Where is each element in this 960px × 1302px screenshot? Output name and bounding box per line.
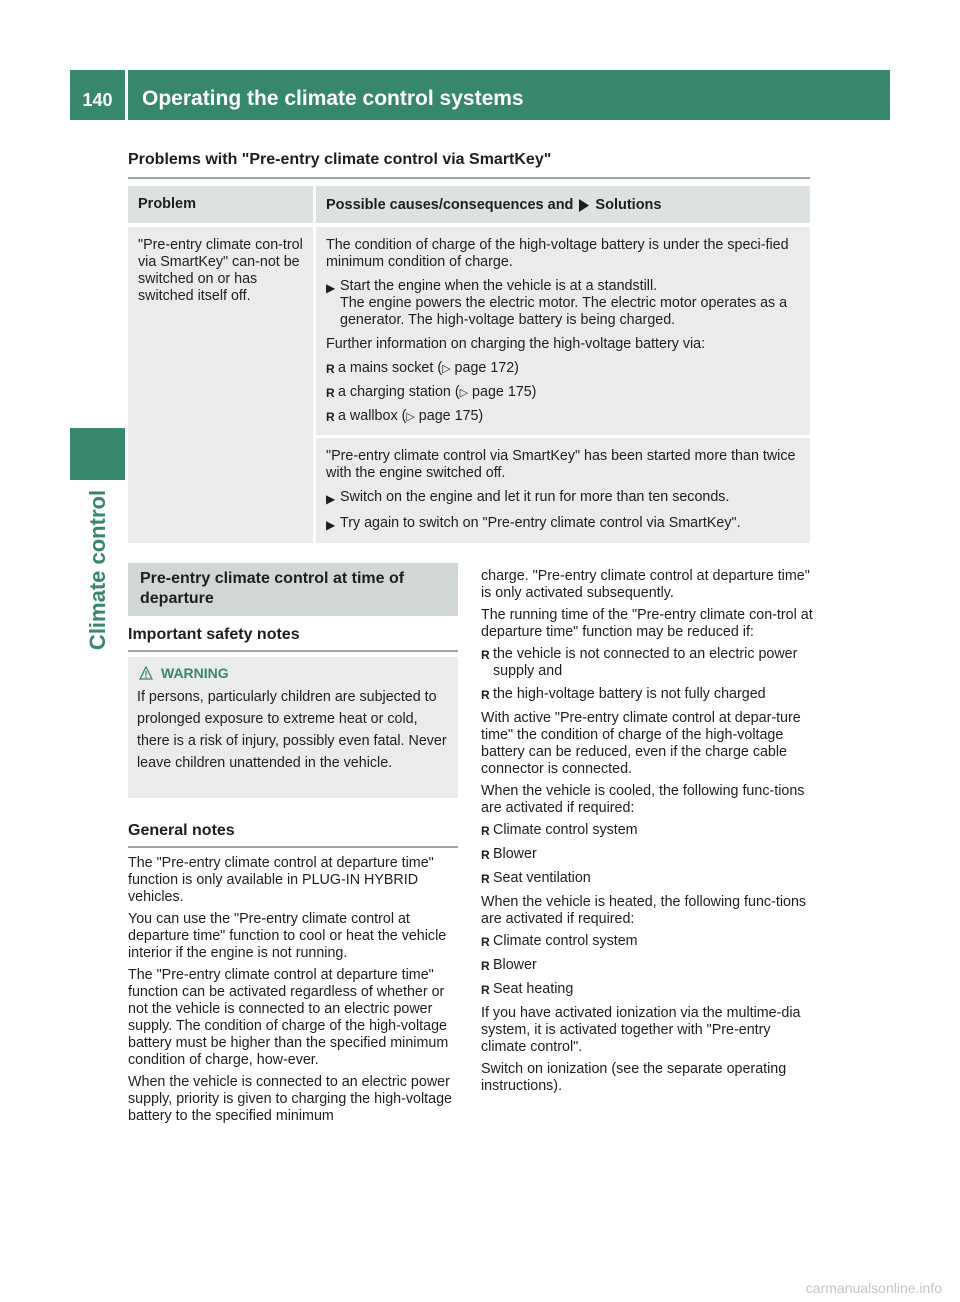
header-problem: Problem — [138, 196, 197, 212]
bullet-icon: R — [481, 959, 490, 973]
cause-cell-2 — [316, 438, 810, 543]
warning-label: WARNING — [161, 665, 229, 681]
watermark: carmanualsonline.info — [805, 1280, 942, 1296]
paragraph: When the vehicle is heated, the following func-tions are activated if required: — [481, 894, 807, 927]
section-divider — [128, 177, 810, 179]
header-solutions-label: Possible causes/consequences and — [326, 197, 574, 213]
section-banner: Pre-entry climate control at time of departure — [128, 563, 458, 616]
page-ref-link[interactable]: page 175) — [418, 408, 484, 424]
solution-step — [326, 515, 800, 534]
paragraph: When the vehicle is cooled, the following func-tions are activated if required: — [481, 783, 805, 816]
cause-1-intro: The condition of charge of the high-voltage battery is under the speci-fied minimum condition of charge. — [326, 237, 789, 270]
list-item — [481, 933, 813, 951]
list-item-text: the high-voltage battery is not fully charged — [493, 686, 766, 702]
paragraph: You can use the "Pre-entry climate control at departure time" function to cool or heat the vehicle interior if the engine is not running. — [128, 911, 447, 961]
solution-step-text: Switch on the engine and let it run for more than ten seconds. — [340, 489, 730, 505]
solution-step — [326, 278, 800, 329]
solution-step — [326, 489, 800, 508]
list-item — [481, 870, 813, 888]
left-column-text — [128, 855, 460, 1130]
problems-section-title: Problems with "Pre-entry climate control via SmartKey" — [128, 151, 552, 168]
side-tab — [70, 480, 125, 660]
list-item-text: the vehicle is not connected to an electric power supply and — [493, 646, 798, 679]
bullet-icon: R — [326, 410, 335, 424]
bullet-icon: R — [481, 872, 490, 886]
list-item-text: Blower — [493, 957, 537, 973]
header-solutions — [313, 186, 810, 223]
page-ref-link[interactable]: page 172) — [454, 360, 519, 376]
bullet-icon: R — [481, 848, 490, 862]
arrow-right-icon: ▶ — [326, 518, 336, 532]
paragraph: charge. "Pre-entry climate control at departure time" is only activated subsequently. — [481, 568, 810, 601]
bullet-icon: R — [326, 362, 335, 376]
right-column-text — [481, 568, 813, 1100]
list-item — [326, 360, 800, 378]
paragraph: If you have activated ionization via the multime-dia system, it is activated together with "Pre-entry climate control". — [481, 1005, 801, 1055]
further-info: Further information on charging the high-voltage battery via: — [326, 336, 706, 352]
paragraph: With active "Pre-entry climate control at depar-ture time" the condition of charge of the high-voltage battery can be reduced, even if the charge cable connector is connected. — [481, 710, 801, 777]
list-item — [481, 846, 813, 864]
heading-divider — [128, 846, 458, 848]
bullet-icon: R — [481, 648, 490, 662]
list-item — [481, 981, 813, 999]
bullet-icon: R — [481, 983, 490, 997]
paragraph: Switch on ionization (see the separate operating instructions). — [481, 1061, 787, 1094]
general-notes-heading: General notes — [128, 822, 235, 839]
list-item-text: a wallbox ( — [338, 408, 407, 424]
arrow-right-icon: ▶ — [326, 281, 336, 295]
solution-step-text: Try again to switch on "Pre-entry climate control via SmartKey". — [340, 515, 741, 531]
page-ref-link[interactable]: page 175) — [472, 384, 537, 400]
page-ref-icon: ▷ — [442, 363, 451, 375]
solution-step-detail: The engine powers the electric motor. The electric motor operates as a generator. The high-voltage battery is being charged. — [340, 295, 788, 328]
list-item-text: Seat heating — [493, 981, 574, 997]
list-item — [326, 408, 800, 426]
list-item — [481, 646, 813, 680]
page-ref-icon: ▷ — [459, 387, 469, 399]
problems-table — [128, 186, 810, 543]
bullet-icon: R — [481, 824, 490, 838]
page-number: 140 — [70, 70, 125, 120]
warning-box — [128, 657, 458, 798]
warning-triangle-icon — [139, 666, 153, 680]
paragraph: The running time of the "Pre-entry climate con-trol at departure time" function may be reduced if: — [481, 607, 813, 640]
bullet-icon: R — [481, 935, 490, 949]
bullet-icon: R — [481, 688, 490, 702]
paragraph: When the vehicle is connected to an electric power supply, priority is given to charging the high-voltage battery to the specified minimum — [128, 1074, 452, 1124]
side-tab-label: Climate control — [84, 489, 110, 651]
paragraph: The "Pre-entry climate control at departure time" function is only available in PLUG-IN HYBRID vehicles. — [128, 855, 434, 905]
list-item — [326, 384, 800, 402]
problem-cell: "Pre-entry climate con-trol via SmartKey" can-not be switched on or has switched itself off. — [128, 227, 313, 543]
list-item-text: Climate control system — [493, 933, 638, 949]
cause-2-intro: "Pre-entry climate control via SmartKey" has been started more than twice with the engine switched off. — [326, 448, 796, 481]
warning-text: If persons, particularly children are subjected to prolonged exposure to extreme heat or cold, there is a risk of injury, possibly even fatal. Never leave children unattended in the vehicle. — [137, 689, 447, 771]
arrow-right-icon: ▶ — [326, 492, 336, 506]
heading-divider — [128, 650, 458, 652]
list-item — [481, 822, 813, 840]
cause-cell-1 — [316, 227, 810, 435]
table-row — [128, 227, 810, 543]
list-item — [481, 957, 813, 975]
list-item-text: Seat ventilation — [493, 870, 591, 886]
table-header-row — [128, 186, 810, 223]
list-item-text: a charging station ( — [338, 384, 460, 400]
solution-step-text: Start the engine when the vehicle is at a standstill. — [340, 278, 658, 294]
list-item-text: a mains socket ( — [338, 360, 443, 376]
warning-title — [139, 662, 449, 684]
bullet-icon: R — [326, 386, 335, 400]
paragraph: The "Pre-entry climate control at departure time" function can be activated regardless of whether or not the vehicle is connected to an electric power supply. The condition of charge of the high-voltage battery must be higher than the specified minimum condition of charge, how-ever. — [128, 967, 449, 1068]
page-ref-icon: ▷ — [406, 411, 415, 423]
list-item-text: Blower — [493, 846, 537, 862]
chapter-title: Operating the climate control systems — [128, 70, 890, 120]
safety-notes-heading: Important safety notes — [128, 626, 300, 643]
header-solutions-suffix: Solutions — [595, 197, 662, 213]
arrow-right-icon — [578, 199, 590, 212]
side-tab-marker — [70, 428, 125, 480]
list-item-text: Climate control system — [493, 822, 638, 838]
list-item — [481, 686, 813, 704]
